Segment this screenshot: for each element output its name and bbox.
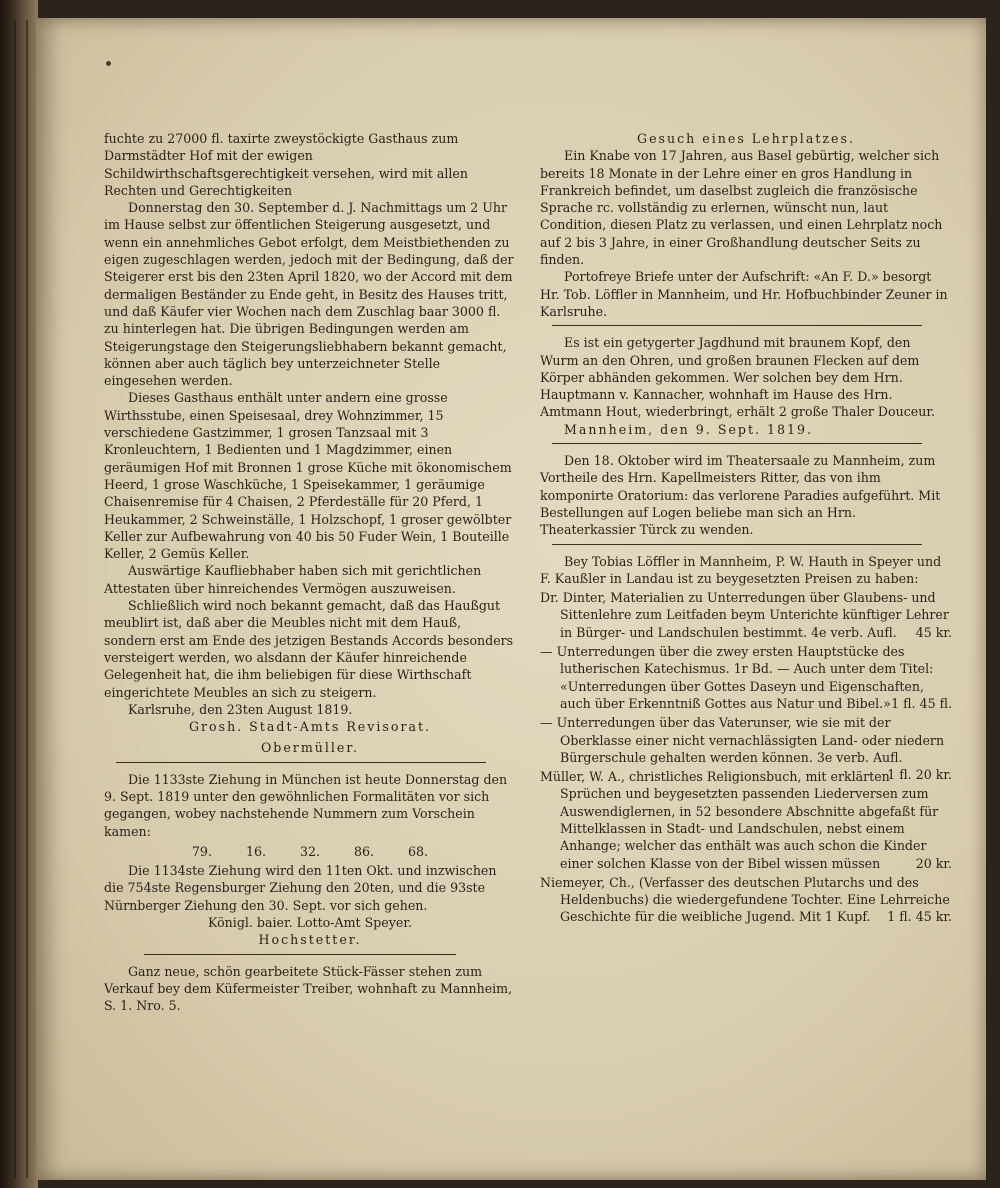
book-title: Dr. Dinter, Materialien zu Unterredungen über Glaubens- und Sittenlehre zum Leitfaden beym Unterichte künftiger Lehrer in Bürger- und Landschulen bestimmt. 4e verb. Aufl.	[540, 590, 949, 640]
book-price: 1 fl. 20 kr.	[887, 767, 952, 783]
furniture-notice: Schließlich wird noch bekannt gemacht, daß das Haußgut meublirt ist, daß aber die Meubles nicht mit dem Hauß, sondern erst am Ende des jetzigen Bestands Accords besonders versteigert werden, wo alsdann der Käufer hinreichende Gelegenheit hat, die ihm beliebigen für diese Wirthschaft eingerichtete Meubles an sich zu steigern.	[104, 598, 514, 700]
book-entry	[540, 714, 952, 783]
divider	[116, 762, 486, 763]
divider	[552, 325, 922, 326]
apprenticeship-title: Gesuch eines Lehrplatzes.	[637, 131, 855, 146]
buyer-notice: Auswärtige Kaufliebhaber haben sich mit gerichtlichen Attestaten über hinreichendes Vermögen auszuweisen.	[104, 563, 482, 596]
divider	[552, 443, 922, 444]
binding-fold	[26, 20, 28, 1178]
auction-office: Grosh. Stadt-Amts Revisorat.	[188, 719, 432, 735]
right-column	[540, 130, 952, 926]
divider	[144, 954, 456, 955]
book-title: — Unterredungen über das Vaterunser, wie sie mit der Oberklasse einer nicht vernachlässigten Land- oder niedern Bürgerschule gehalten werden können. 3e verb. Aufl.	[540, 715, 945, 765]
lottery-office: Königl. baier. Lotto-Amt Speyer.	[208, 915, 412, 931]
auction-signature: Obermüller.	[260, 740, 360, 756]
book-title: Müller, W. A., christliches Religionsbuch, mit erklärten Sprüchen und beygesetzten passenden Liederversen zum Auswendiglernen, in 52 besondere Abschnitte abgefaßt für Mittelklassen in Stadt- und Landschulen, nebst einem Anhange; welcher das enthält was auch schon die Kinder einer solchen Klasse von der Bibel wissen müssen	[540, 769, 939, 871]
books-intro: Bey Tobias Löffler in Mannheim, P. W. Hauth in Speyer und F. Kaußler in Landau ist zu beygesetzten Preisen zu haben:	[540, 553, 942, 586]
book-title: Niemeyer, Ch., (Verfasser des deutschen Plutarchs und des Heldenbuchs) die wiedergefundene Tochter. Eine Lehrreiche Geschichte für die weibliche Jugend. Mit 1 Kupf.	[540, 874, 950, 925]
auction-continuation: fuchte zu 27000 fl. taxirte zweystöckigte Gasthaus zum Darmstädter Hof mit der ewigen Schildwirthschaftsgerechtigkeit versehen, wird mit allen Rechten und Gerechtigkeiten	[104, 131, 468, 198]
lost-dog-notice: Es ist ein getygerter Jagdhund mit braunem Kopf, den Wurm an den Ohren, und großen braunen Flecken auf dem Körper abhänden gekommen. Wer solchen bey dem Hrn. Hauptmann v. Kannacher, wohnhaft im Hause des Hrn. Amtmann Hout, wiederbringt, erhält 2 große Thaler Douceur.	[540, 335, 935, 420]
lottery-signature: Hochstetter.	[258, 932, 362, 948]
book-price: 1 fl. 45 fl.	[891, 695, 952, 711]
inn-description: Dieses Gasthaus enthält unter andern eine grosse Wirthsstube, einen Speisesaal, drey Wohnzimmer, 15 verschiedene Gastzimmer, 1 grosen Tanzsaal mit 3 Kronleuchtern, 1 Bedienten und 1 Magdzimmer, einen geräumigen Hof mit Bronnen 1 grose Küche mit ökonomischem Heerd, 1 grose Waschküche, 1 Speisekammer, 1 geräumige Chaisenremise für 4 Chaisen, 2 Pferdeställe für 20 Pferd, 1 Heukammer, 2 Schweinställe, 1 Holzschopf, 1 groser gewölbter Keller zur Aufbewahrung von 40 bis 50 Fuder Wein, 1 Bouteille Keller, 2 Gemüs Keller.	[104, 390, 512, 562]
book-title: — Unterredungen über die zwey ersten Hauptstücke des lutherischen Katechismus. 1r Bd. — Auch unter dem Titel: «Unterredungen über Gottes Daseyn und Eigenschaften, auch über Erkenntniß Gottes aus Natur und Bibel.»	[540, 644, 934, 711]
book-price: 20 kr.	[915, 855, 952, 871]
binding-fold	[14, 20, 16, 1178]
lottery-next-draws: Die 1134ste Ziehung wird den 11ten Okt. und inzwischen die 754ste Regensburger Ziehung den 20ten, und die 93ste Nürnberger Ziehung den 30. Sept. vor sich gehen.	[104, 863, 497, 913]
ink-spot	[106, 61, 111, 66]
book-entry	[540, 768, 952, 872]
book-price: 1 fl. 45 kr.	[887, 909, 952, 925]
lottery-announcement: Die 1133ste Ziehung in München ist heute Donnerstag den 9. Sept. 1819 unter den gewöhnlichen Formalitäten vor sich gegangen, wobey nachstehende Nummern zum Vorschein kamen:	[104, 771, 508, 839]
book-entry	[540, 589, 952, 641]
book-price: 45 kr.	[915, 624, 952, 640]
auction-date-paragraph: Donnerstag den 30. September d. J. Nachmittags um 2 Uhr im Hause selbst zur öffentlichen Steigerung ausgesetzt, und wenn ein annehmliches Gebot erfolgt, dem Meistbiethenden zu eigen zugeschlagen werden, jedoch mit der Bedingung, daß der Steigerer erst bis den 23ten April 1820, wo der Accord mit dem dermaligen Beständer zu Ende geht, in Besitz des Hauses tritt, und daß Käufer vier Wochen nach dem Zuschlag baar 3000 fl. zu hinterlegen hat. Die übrigen Bedingungen werden am Steigerungstage den Steigerungsliebhabern bekannt gemacht, können aber auch täglich bey unterzeichneter Stelle eingesehen werden.	[104, 200, 514, 389]
apprenticeship-letters: Portofreye Briefe unter der Aufschrift: «An F. D.» besorgt Hr. Tob. Löffler in Mannheim, und Hr. Hofbuchbinder Zeuner in Karlsruhe.	[540, 269, 948, 319]
book-entry	[540, 874, 952, 926]
lottery-numbers: 79. 16. 32. 86. 68.	[191, 843, 429, 859]
lost-dog-date: Mannheim, den 9. Sept. 1819.	[564, 421, 814, 437]
book-binding	[0, 0, 38, 1188]
casks-advert: Ganz neue, schön gearbeitete Stück-Fässer stehen zum Verkauf bey dem Küfermeister Treiber, wohnhaft zu Mannheim, S. 1. Nro. 5.	[104, 963, 513, 1014]
theatre-notice: Den 18. Oktober wird im Theatersaale zu Mannheim, zum Vortheile des Hrn. Kapellmeisters Ritter, das von ihm komponirte Oratorium: das verlorene Paradies aufgeführt. Mit Bestellungen auf Logen beliebe man sich an Hrn. Theaterkassier Türck zu wenden.	[540, 453, 941, 538]
divider	[552, 544, 922, 545]
auction-date-line: Karlsruhe, den 23ten August 1819.	[128, 701, 353, 717]
apprenticeship-text: Ein Knabe von 17 Jahren, aus Basel gebürtig, welcher sich bereits 18 Monate in der Lehre einer en gros Handlung in Frankreich befindet, um daselbst zugleich die französische Sprache rc. vollständig zu erlernen, wünscht nun, laut Condition, diesen Platz zu verlassen, und einen Lehrplatz noch auf 2 bis 3 Jahre, in einer Großhandlung deutscher Seits zu finden.	[540, 148, 943, 268]
book-entry	[540, 643, 952, 712]
left-column	[104, 130, 516, 1015]
